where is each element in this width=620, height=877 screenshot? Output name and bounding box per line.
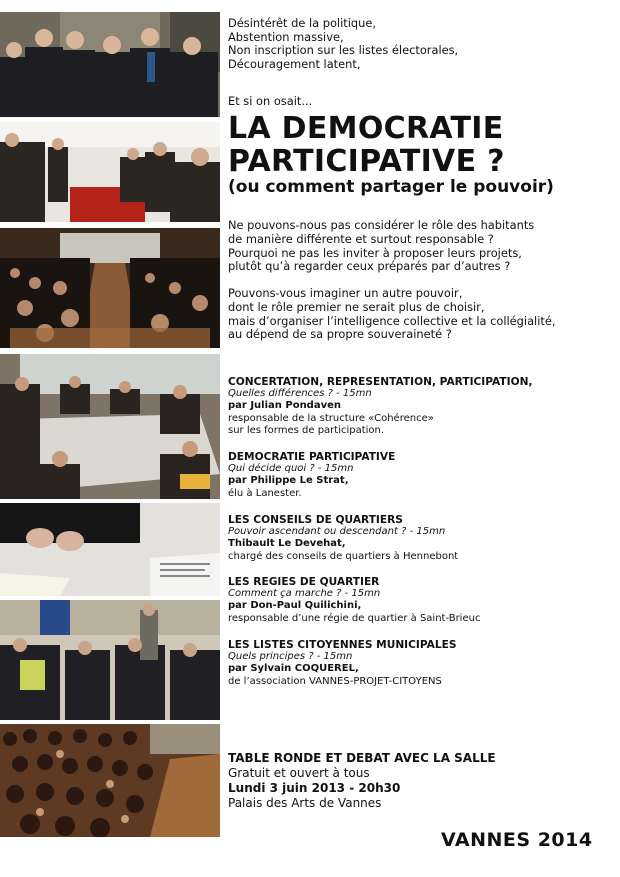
talk-role: sur les formes de participation.: [228, 424, 385, 436]
talk-heading: DEMOCRATIE PARTICIPATIVE: [228, 451, 396, 463]
talk-speaker: Thibault Le Devehat,: [228, 538, 346, 550]
talk-heading: LES CONSEILS DE QUARTIERS: [228, 514, 403, 526]
paragraph-2: [228, 287, 613, 342]
photo-workshop-tables: [0, 354, 220, 499]
talk-role: de l’association VANNES-PROJET-CITOYENS: [228, 675, 442, 687]
talk-question: Pouvoir ascendant ou descendant ? - 15mn: [228, 526, 446, 538]
paragraph-line: au dépend de sa propre souveraineté ?: [228, 327, 452, 342]
talk-conseils: [228, 514, 613, 563]
talk-question: Quels principes ? - 15mn: [228, 651, 353, 663]
talk-speaker: par Sylvain COQUEREL,: [228, 663, 359, 675]
talk-democratie: [228, 451, 613, 500]
paragraph-line: Pouvons-vous imaginer un autre pouvoir,: [228, 286, 463, 300]
talk-role: responsable d’une régie de quartier à Saint-Brieuc: [228, 612, 481, 624]
title-line: LA DEMOCRATIE: [228, 111, 504, 146]
intro-line: Découragement latent,: [228, 56, 361, 71]
photo-group-portrait: [0, 12, 220, 117]
paragraph-line: Pourquoi ne pas les inviter à proposer leurs projets,: [228, 245, 522, 260]
talk-speaker: par Philippe Le Strat,: [228, 475, 349, 487]
event-place: Palais des Arts de Vannes: [228, 796, 382, 810]
talk-listes: [228, 639, 613, 688]
photo-hands-papers: [0, 503, 220, 596]
page-title: [228, 112, 505, 178]
intro-line: Désintérêt de la politique,: [228, 16, 376, 30]
talk-question: Comment ça marche ? - 15mn: [228, 588, 381, 600]
talk-speaker: par Don-Paul Quilichini,: [228, 600, 362, 612]
tagline: Et si on osait...: [228, 94, 313, 108]
talk-heading: LES LISTES CITOYENNES MUNICIPALES: [228, 639, 457, 651]
paragraph-1: [228, 219, 613, 274]
paragraph-line: plutôt qu’à regarder ceux préparés par d’autres ?: [228, 259, 511, 274]
talk-question: Quelles différences ? - 15mn: [228, 388, 372, 400]
talk-heading: LES REGIES DE QUARTIER: [228, 576, 380, 588]
talk-heading: CONCERTATION, REPRESENTATION, PARTICIPATION,: [228, 376, 533, 388]
intro-line: Abstention massive,: [228, 29, 344, 44]
paragraph-line: Ne pouvons-nous pas considérer le rôle des habitants: [228, 218, 535, 232]
photo-crowd-auditorium: [0, 724, 220, 837]
photo-audience-hall: [0, 228, 220, 348]
talk-regies: [228, 576, 613, 625]
talk-role: élu à Lanester.: [228, 487, 302, 499]
brand-footer: VANNES 2014: [441, 829, 593, 851]
event-heading: TABLE RONDE ET DEBAT AVEC LA SALLE: [228, 751, 496, 765]
talk-speaker: par Julian Pondaven: [228, 400, 342, 412]
title-line: PARTICIPATIVE ?: [228, 144, 505, 179]
paragraph-line: dont le rôle premier ne serait plus de choisir,: [228, 299, 485, 314]
photo-public-meeting: [0, 600, 220, 720]
photo-meeting-circle: [0, 122, 220, 222]
talk-role: chargé des conseils de quartiers à Hennebont: [228, 550, 459, 562]
event-date: Lundi 3 juin 2013 - 20h30: [228, 781, 401, 795]
intro-line: Non inscription sur les listes électorales,: [228, 43, 459, 58]
talk-role: responsable de la structure «Cohérence»: [228, 412, 434, 424]
event-line: Gratuit et ouvert à tous: [228, 766, 370, 780]
paragraph-line: de manière différente et surtout responsable ?: [228, 231, 494, 246]
intro-lines: [228, 17, 608, 71]
event-info: [228, 751, 496, 811]
talk-concertation: [228, 376, 613, 437]
talk-question: Qui décide quoi ? - 15mn: [228, 463, 354, 475]
paragraph-line: mais d’organiser l’intelligence collective et la collégialité,: [228, 313, 556, 328]
subtitle: (ou comment partager le pouvoir): [228, 177, 554, 197]
